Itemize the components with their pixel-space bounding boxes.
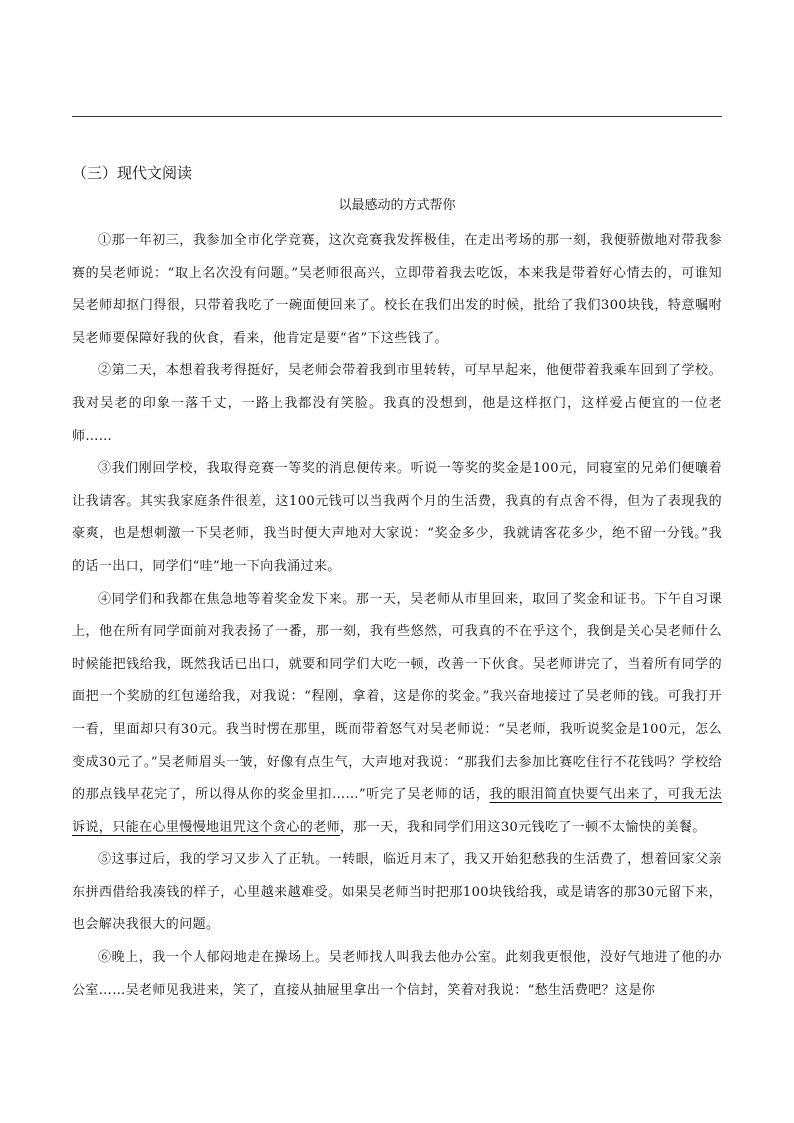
paragraph-2: ②第二天，本想着我考得挺好，吴老师会带着我到市里转转，可早早起来，他便带着我乘车回到了学校。我对吴老的印象一落千丈，一路上我都没有笑脸。我真的没想到，他是这样抠门，这样爱占便宜的一位老师……: [72, 363, 722, 444]
paragraph-5: ⑤这事过后，我的学习又步入了正轨。一转眼，临近月末了，我又开始犯愁我的生活费了，想着回家父亲东拼西借给我凑钱的样子，心里越来越难受。如果吴老师当时把那100块钱给我，或是请客的那30元留下来，也会解决我很大的问题。: [72, 852, 722, 933]
paragraph-4-tail: ，那一天，我和同学们用这30元钱吃了一顿不太愉快的美餐。: [340, 819, 706, 835]
header-rule: [72, 116, 722, 117]
paragraph-4-text: ④同学们和我都在焦急地等着奖金发下来。那一天，吴老师从市里回来，取回了奖金和证书。下午自习课上，他在所有同学面前对我表扬了一番，那一刻，我有些悠然，可我真的不在乎这个，我倒是关心吴老师什么时候能把钱给我，既然我话已出口，就要和同学们大吃一顿，改善一下伙食。吴老师讲完了，当着所有同学的面把一个奖励的红包递给我，对我说：“程刚，拿着，这是你的奖金。”我兴奋地接过了吴老师的钱。可我打开一看，里面却只有30元。我当时愣在那里，既而带着怒气对吴老师说：“吴老师，我听说奖金是100元，怎么变成30元了。”吴老师眉头一皱，好像有点生气，大声地对我说：“那我们去参加比赛吃住行不花钱吗？学校给的那点钱早花完了，所以得从你的奖金里扣……”听完了吴老师的话，: [72, 591, 722, 803]
article-title: 以最感动的方式帮你: [338, 198, 456, 213]
paragraph-1: ①那一年初三，我参加全市化学竞赛，这次竞赛我发挥极佳，在走出考场的那一刻，我便骄傲地对带我参赛的吴老师说：“取上名次没有问题。”吴老师很高兴，立即带着我去吃饭，本来我是带着好心情去的，可谁知吴老师却抠门得很，只带着我吃了一碗面便回来了。校长在我们出发的时候，批给了我们300块钱，特意嘱咐吴老师要保障好我的伙食，看来，他肯定是要“省”下这些钱了。: [72, 233, 722, 346]
paragraph-3: ③我们刚回学校，我取得竞赛一等奖的消息便传来。听说一等奖的奖金是100元，同寝室的兄弟们便嚷着让我请客。其实我家庭条件很差，这100元钱可以当我两个月的生活费，我真的有点舍不得，但为了表现我的豪爽，也是想刺激一下吴老师，我当时便大声地对大家说：“奖金多少，我就请客花多少，绝不留一分钱。”我的话一出口，同学们“哇”地一下向我涌过来。: [72, 461, 722, 574]
underlined-sentence: 我的眼泪简直快要气出来了，可我无法诉说，只能在心里慢慢地诅咒这个贪心的老师: [72, 787, 722, 835]
article-body: [72, 225, 722, 1007]
paragraph-6: ⑥晚上，我一个人郁闷地走在操场上。吴老师找人叫我去他办公室。此刻我更恨他，没好气地进了他的办公室……吴老师见我进来，笑了，直接从抽屉里拿出一个信封，笑着对我说：“愁生活费吧？这是你: [72, 950, 722, 998]
section-heading: （三）现代文阅读: [72, 164, 193, 182]
paragraph-4: [72, 584, 722, 845]
